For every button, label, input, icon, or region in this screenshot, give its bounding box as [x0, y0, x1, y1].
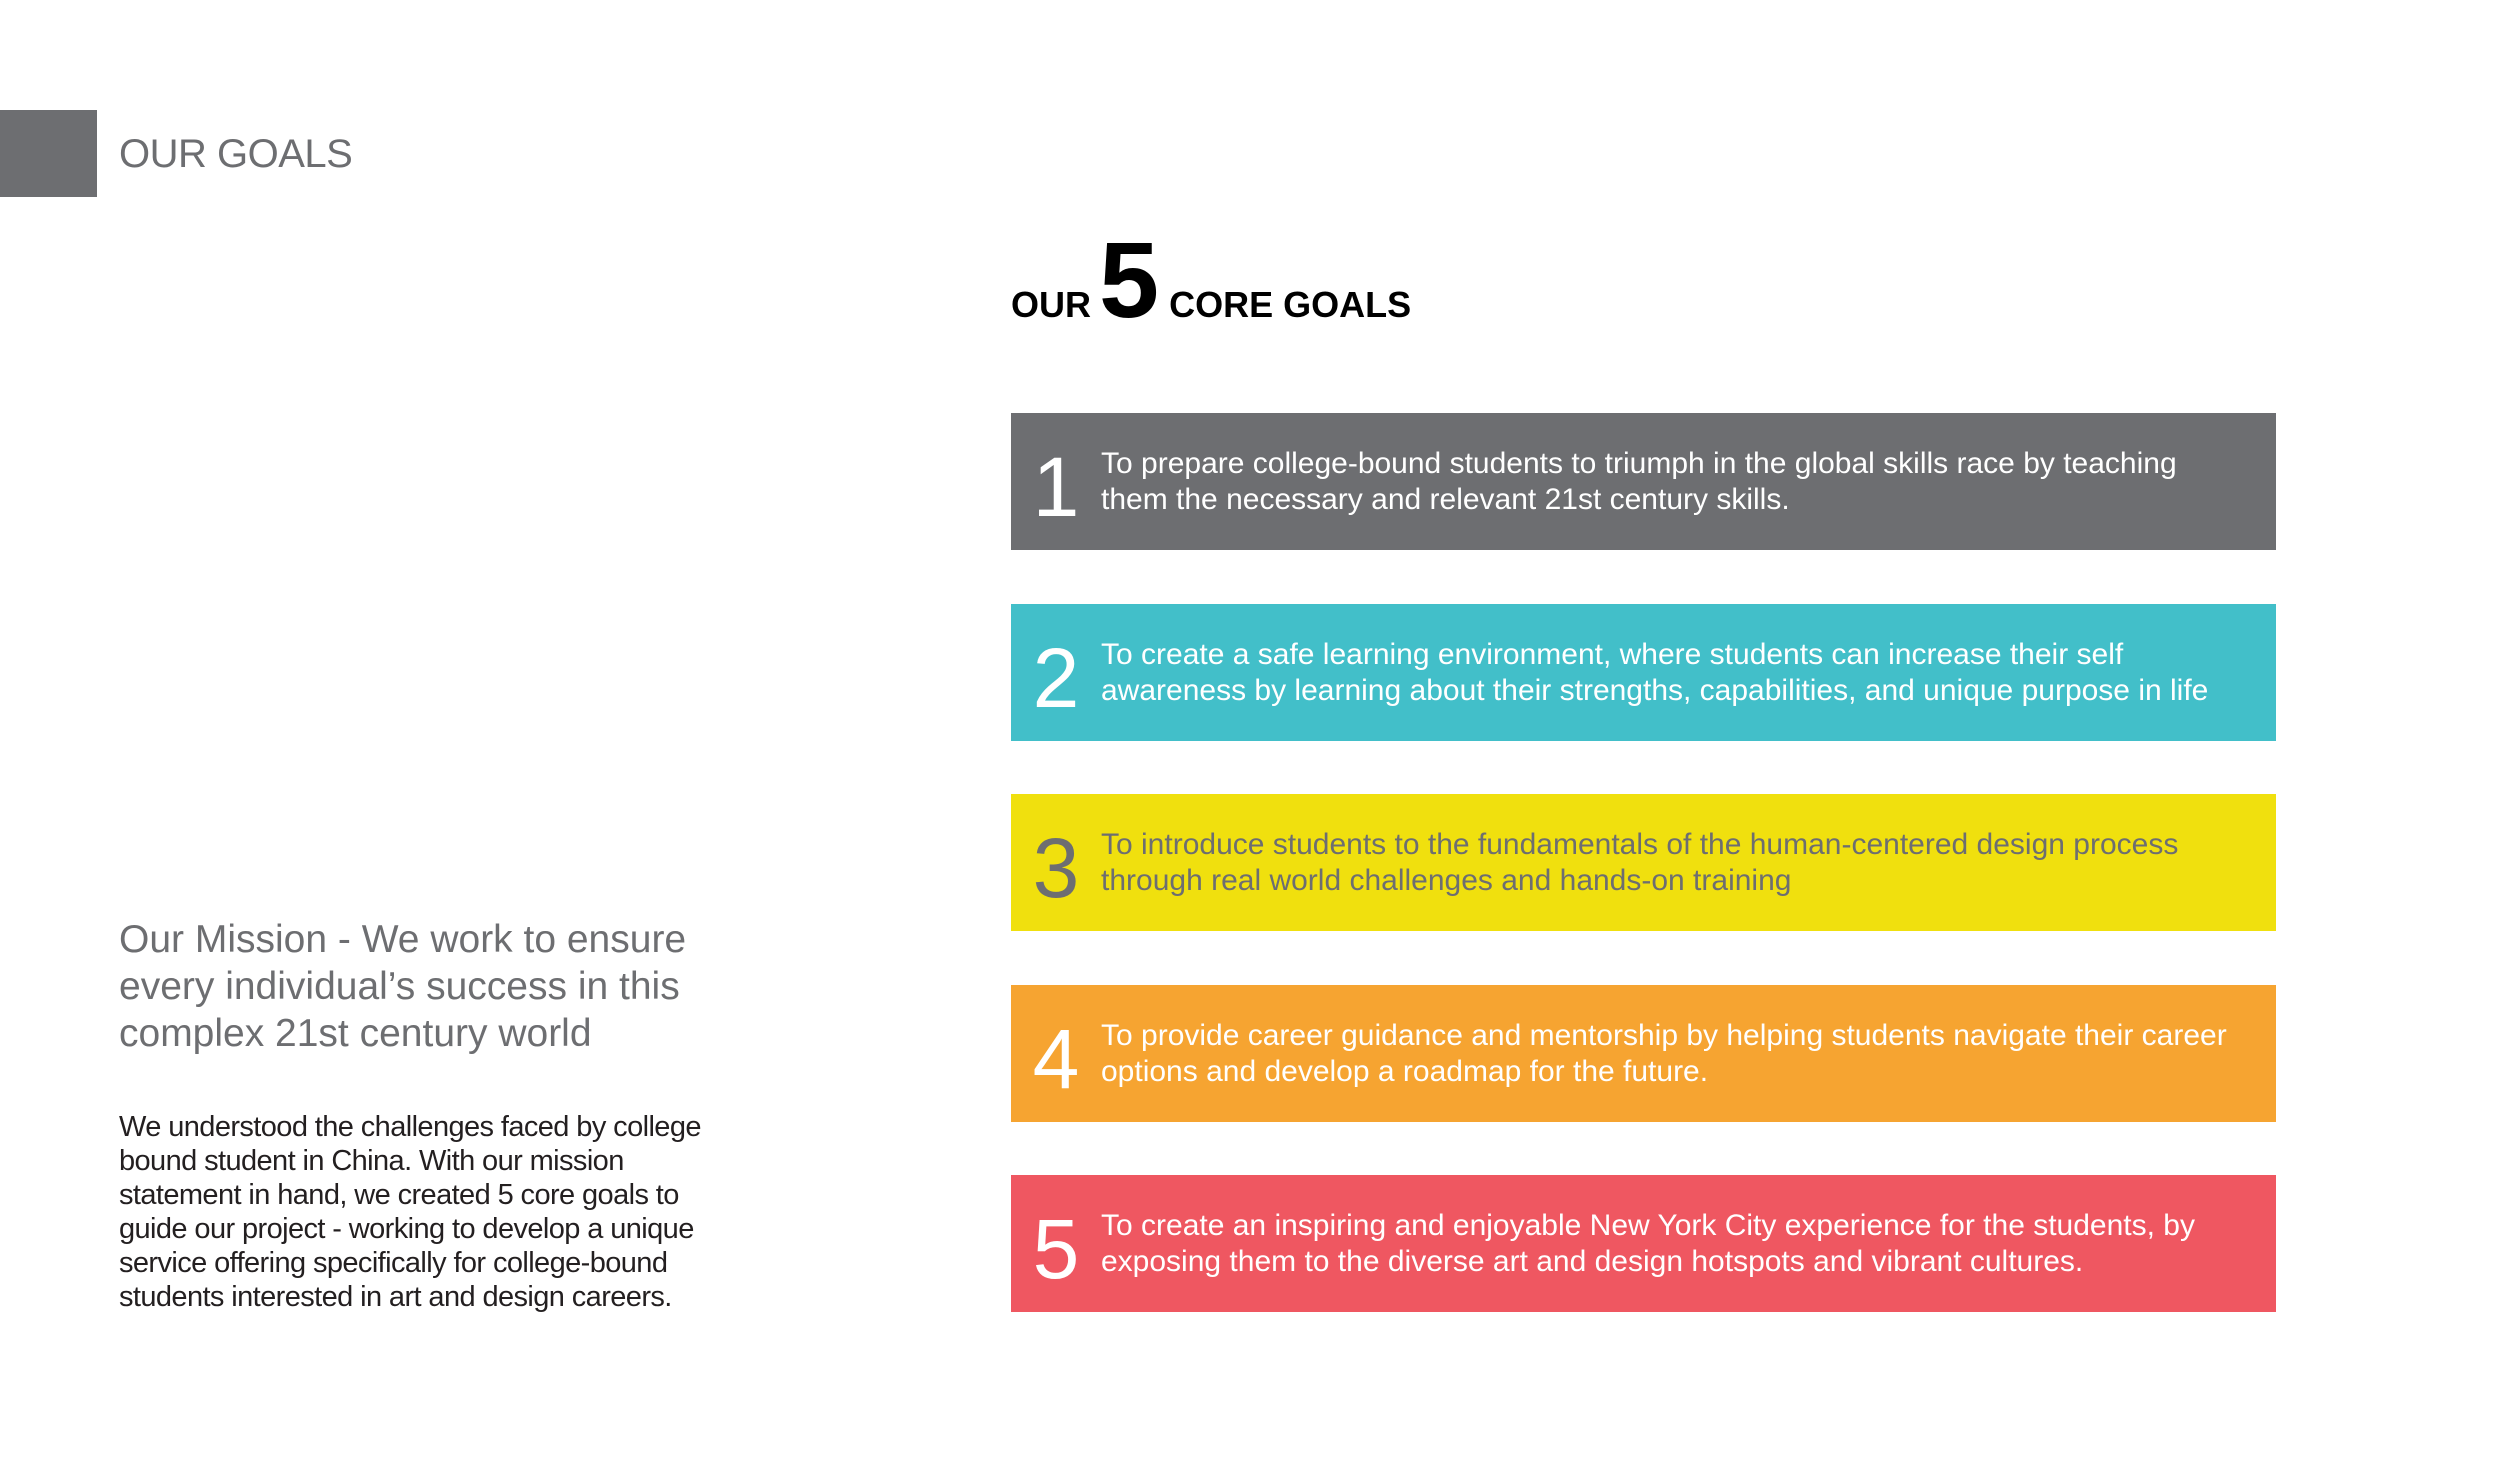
goal-number: 4	[1032, 1011, 1080, 1106]
goal-number: 5	[1032, 1201, 1080, 1296]
core-heading-number: 5	[1099, 219, 1160, 340]
section-marker-block	[0, 110, 97, 197]
goal-card-5	[1011, 1175, 2276, 1312]
goal-number: 1	[1032, 439, 1080, 534]
section-title: OUR GOALS	[119, 132, 353, 176]
goal-text: To provide career guidance and mentorship by helping students navigate their career options and develop a roadmap for the future.	[1101, 1018, 2227, 1088]
goal-card-4	[1011, 985, 2276, 1122]
goal-text: To prepare college-bound students to triumph in the global skills race by teaching them the necessary and relevant 21st century skills.	[1101, 446, 2177, 516]
goal-number: 3	[1032, 820, 1080, 915]
goal-text: To create a safe learning environment, where students can increase their self awareness by learning about their strengths, capabilities, and unique purpose in life	[1101, 637, 2209, 707]
mission-heading: Our Mission - We work to ensure every individual’s success in this complex 21st century world	[119, 918, 687, 1055]
core-goals-heading	[1011, 219, 1412, 340]
core-heading-suffix: CORE GOALS	[1169, 284, 1412, 325]
goal-number: 2	[1032, 630, 1080, 725]
goal-text: To create an inspiring and enjoyable New York City experience for the students, by exposing them to the diverse art and design hotspots and vibrant cultures.	[1101, 1208, 2195, 1278]
goal-text: To introduce students to the fundamentals of the human-centered design process through real world challenges and hands-on training	[1101, 827, 2179, 897]
goal-card-3	[1011, 794, 2276, 931]
mission-body: We understood the challenges faced by college bound student in China. With our mission statement in hand, we created 5 core goals to guide our project - working to develop a unique service offering specifically for college-bound students interested in art and design careers.	[119, 1111, 701, 1313]
goal-card-1	[1011, 413, 2276, 550]
core-heading-prefix: OUR	[1011, 284, 1091, 325]
goal-card-2	[1011, 604, 2276, 741]
